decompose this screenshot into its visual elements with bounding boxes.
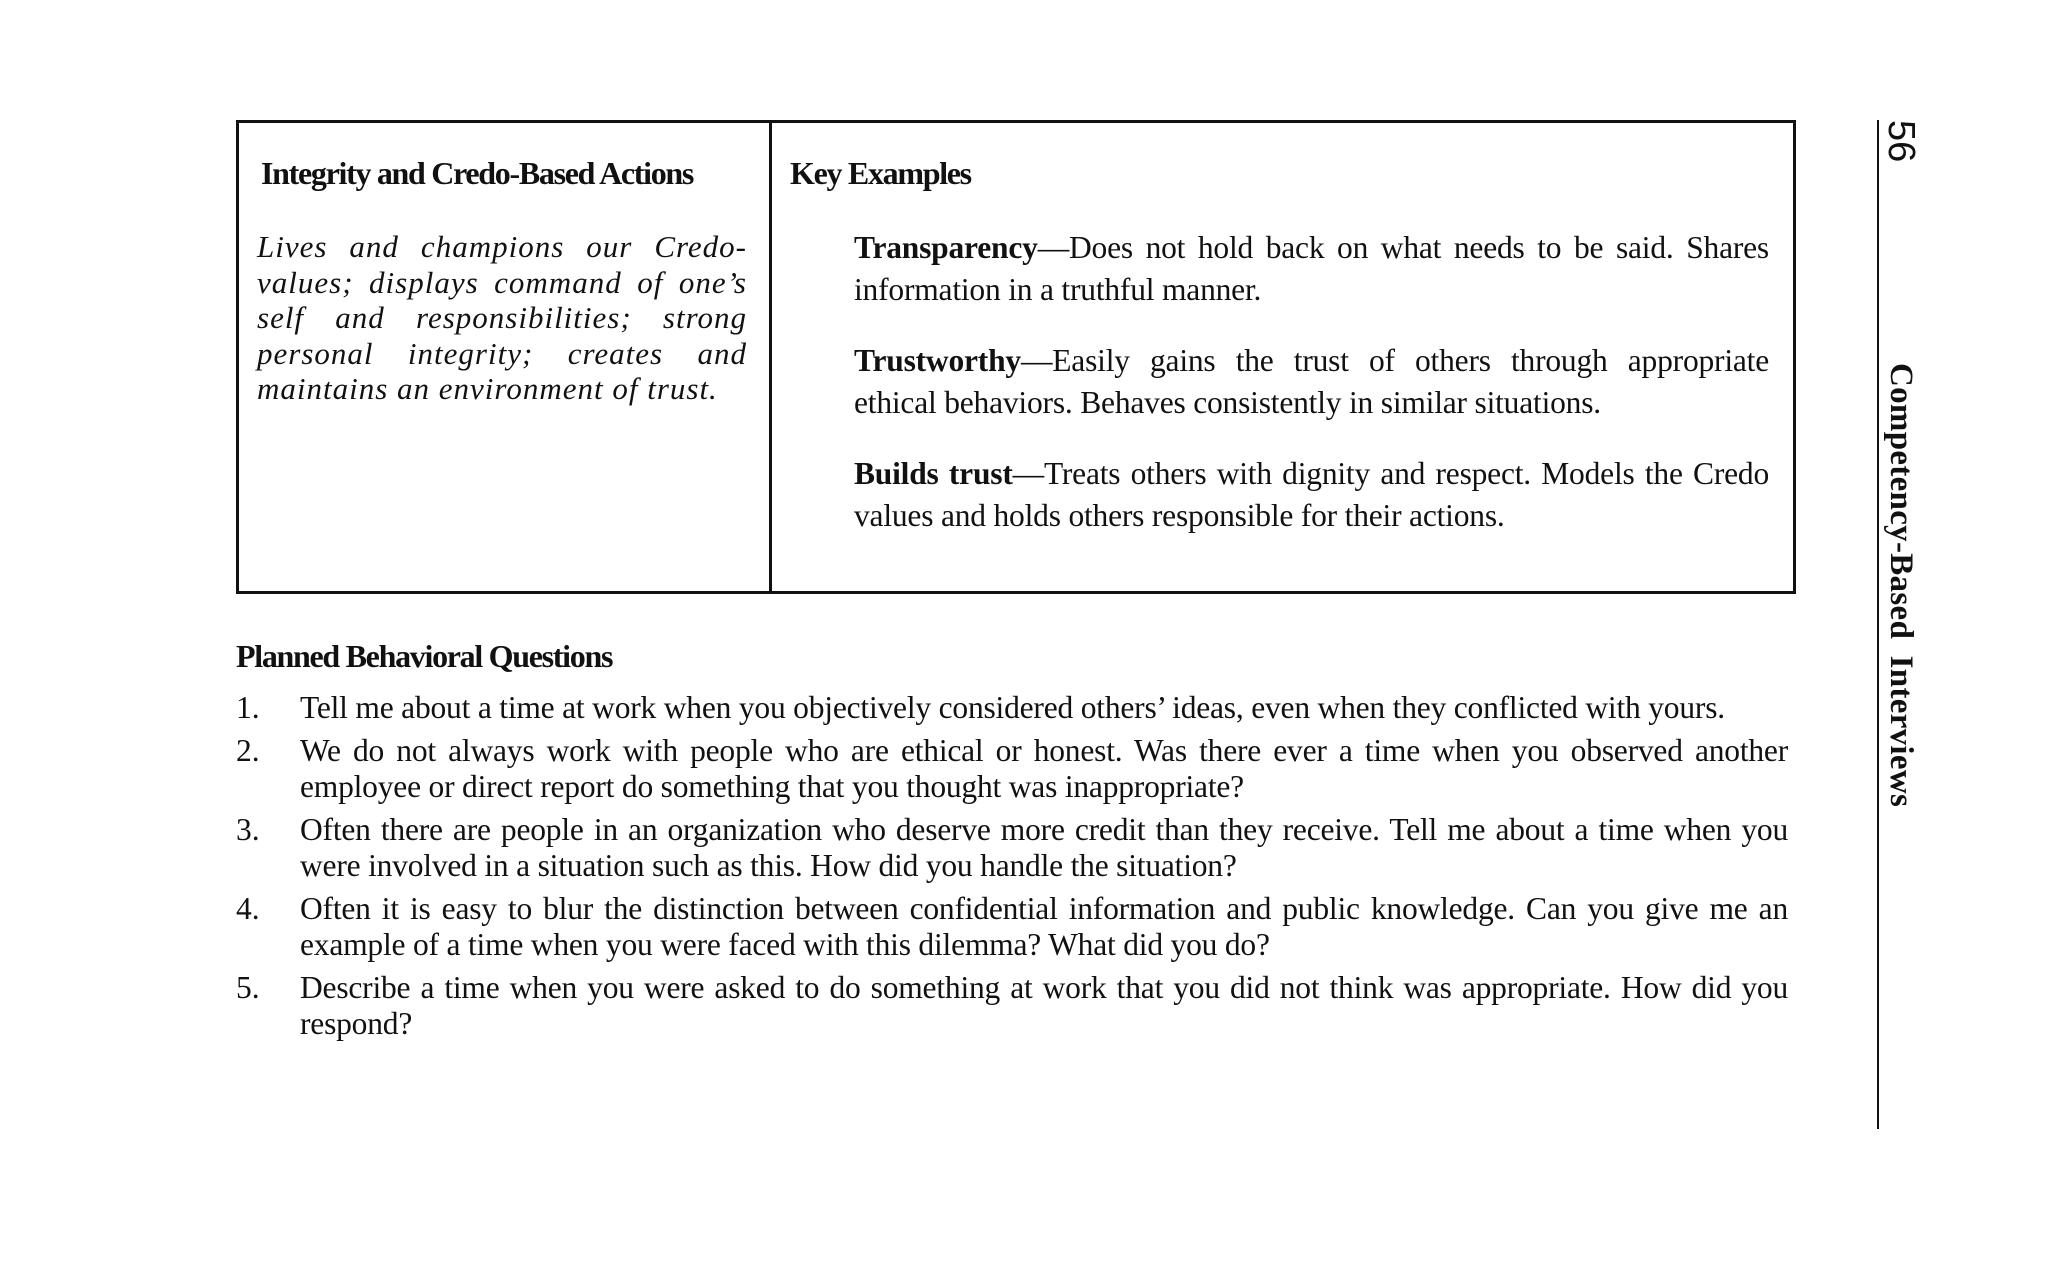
key-example-trustworthy	[854, 340, 1769, 424]
question-number: 4.	[236, 891, 260, 926]
question-text: Tell me about a time at work when you objectively considered others’ ideas, even when they conflicted with yours.	[300, 690, 1725, 725]
key-examples-column	[772, 123, 1793, 591]
competency-table	[236, 120, 1796, 594]
page-number: 56	[1880, 120, 1922, 163]
competency-header: Integrity and Credo-Based Actions	[261, 155, 694, 191]
question-text: Often there are people in an organization who deserve more credit than they receive. Tell me about a time when you were involved in a situation such as this. How did you handle the situation?	[300, 812, 1788, 883]
competency-description: Lives and champions our Credo-values; displays command of one’s self and responsibilities; strong personal integrity; creates and maintains an environment of trust.	[257, 229, 747, 406]
question-item	[236, 733, 1788, 805]
question-item	[236, 690, 1788, 726]
questions-list	[236, 690, 1788, 1049]
question-item	[236, 970, 1788, 1042]
key-example-transparency	[854, 227, 1769, 311]
question-item	[236, 812, 1788, 884]
key-example-text: —Does not hold back on what needs to be said. Shares information in a truthful manner.	[854, 230, 1769, 307]
competency-column	[239, 123, 772, 591]
question-number: 3.	[236, 812, 260, 847]
question-item	[236, 891, 1788, 963]
question-text: Often it is easy to blur the distinction between confidential information and public knowledge. Can you give me an example of a time when you were faced with this dilemma? What did you do?	[300, 891, 1788, 962]
question-number: 1.	[236, 690, 260, 725]
running-header	[1882, 120, 1920, 807]
question-number: 2.	[236, 733, 260, 768]
key-example-term: Transparency	[854, 230, 1038, 265]
key-example-text: —Easily gains the trust of others through appropriate ethical behaviors. Behaves consistently in similar situations.	[854, 343, 1769, 420]
question-text: We do not always work with people who are ethical or honest. Was there ever a time when you observed another employee or direct report do something that you thought was inappropriate?	[300, 733, 1788, 804]
key-example-text: —Treats others with dignity and respect. Models the Credo values and holds others responsible for their actions.	[854, 456, 1769, 533]
key-example-term: Builds trust	[854, 456, 1013, 491]
question-text: Describe a time when you were asked to do something at work that you did not think was appropriate. How did you respond?	[300, 970, 1788, 1041]
book-title: Competency-Based Interviews	[1883, 362, 1919, 807]
questions-heading: Planned Behavioral Questions	[236, 638, 613, 674]
key-example-term: Trustworthy	[854, 343, 1021, 378]
sidebar-rule	[1877, 120, 1879, 1129]
key-examples-header: Key Examples	[790, 155, 971, 191]
key-example-builds-trust	[854, 453, 1769, 537]
question-number: 5.	[236, 970, 260, 1005]
key-examples-list	[854, 227, 1769, 537]
